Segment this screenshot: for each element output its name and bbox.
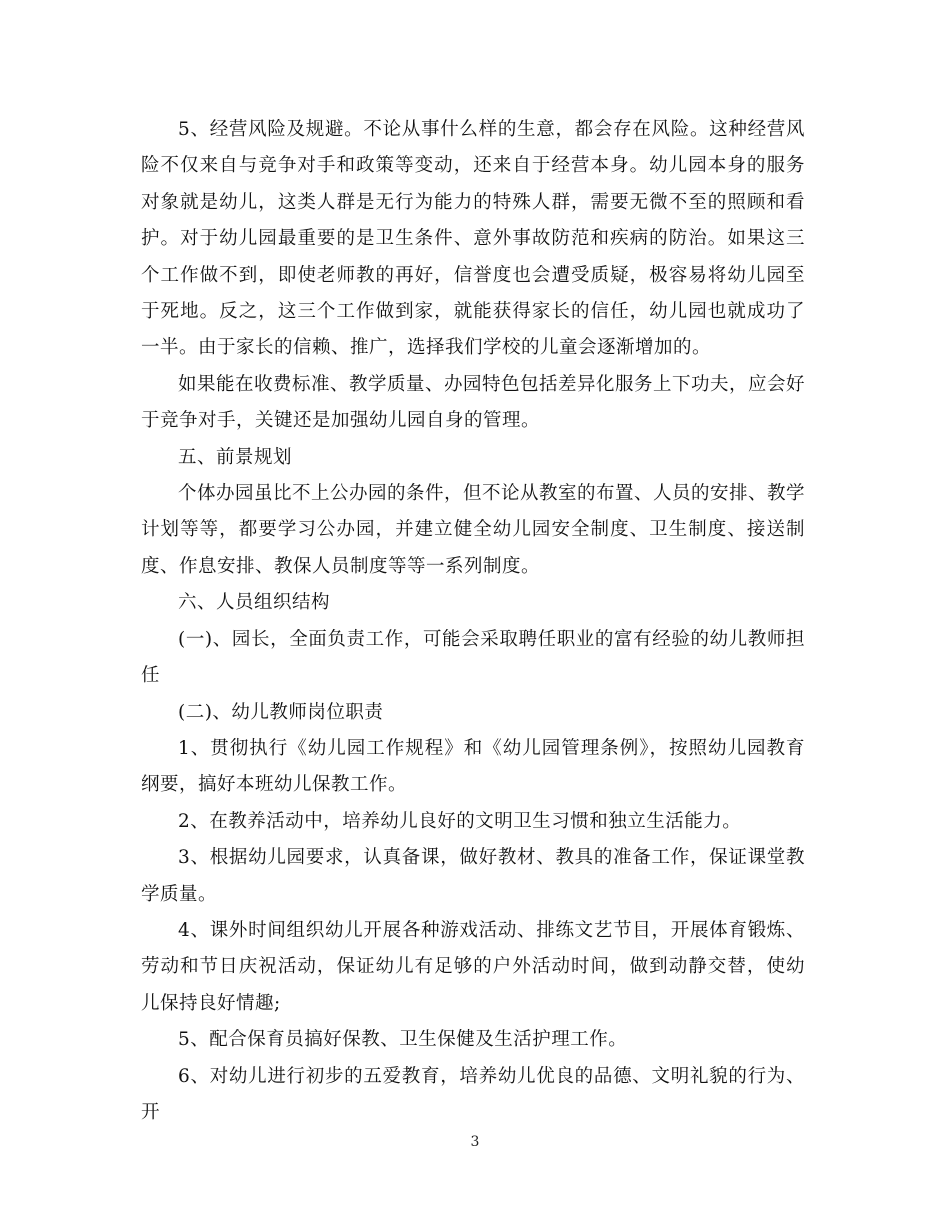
paragraph-competition: 如果能在收费标准、教学质量、办园特色包括差异化服务上下功夫，应会好于竞争对手，关键还是加强幼儿园自身的管理。 (141, 373, 806, 432)
paragraph-director: (一)、园长，全面负责工作，可能会采取聘任职业的富有经验的幼儿教师担任 (141, 628, 805, 687)
duty-item-3: 3、根据幼儿园要求，认真备课，做好教材、教具的准备工作，保证课堂教学质量。 (141, 847, 805, 905)
heading-staff-structure: 六、人员组织结构 (178, 592, 331, 614)
page-number: 3 (470, 1134, 480, 1150)
duty-item-4: 4、课外时间组织幼儿开展各种游戏活动、排练文艺节目，开展体育锻炼、劳动和节日庆祝活动，保证幼儿有足够的户外活动时间，做到动静交替，使幼儿保持良好情趣; (141, 919, 805, 1014)
paragraph-prospect: 个体办园虽比不上公办园的条件，但不论从教室的布置、人员的安排、教学计划等等，都要学习公办园，并建立健全幼儿园安全制度、卫生制度、接送制度、作息安排、教保人员制度等等一系列制度。 (141, 483, 806, 577)
document-body (141, 112, 805, 1131)
heading-prospect-plan: 五、前景规划 (178, 446, 293, 468)
duty-item-1: 1、贯彻执行《幼儿园工作规程》和《幼儿园管理条例》，按照幼儿园教育纲要，搞好本班幼儿保教工作。 (141, 737, 805, 796)
paragraph-risk: 5、经营风险及规避。不论从事什么样的生意，都会存在风险。这种经营风险不仅来自与竞争对手和政策等变动，还来自于经营本身。幼儿园本身的服务对象就是幼儿，这类人群是无行为能力的特殊人群，需要无微不至的照顾和看护。对于幼儿园最重要的是卫生条件、意外事故防范和疾病的防治。如果这三个工作做不到，即使老师教的再好，信誉度也会遭受质疑，极容易将幼儿园至于死地。反之，这三个工作做到家，就能获得家长的信任，幼儿园也就成功了一半。由于家长的信赖、推广，选择我们学校的儿童会逐渐增加的。 (141, 119, 805, 359)
duty-item-6: 6、对幼儿进行初步的五爱教育，培养幼儿优良的品德、文明礼貌的行为、开 (141, 1065, 805, 1123)
duty-item-5: 5、配合保育员搞好保教、卫生保健及生活护理工作。 (178, 1029, 628, 1051)
duty-item-2: 2、在教养活动中，培养幼儿良好的文明卫生习惯和独立生活能力。 (178, 810, 742, 832)
heading-teacher-duties: (二)、幼儿教师岗位职责 (178, 701, 384, 723)
